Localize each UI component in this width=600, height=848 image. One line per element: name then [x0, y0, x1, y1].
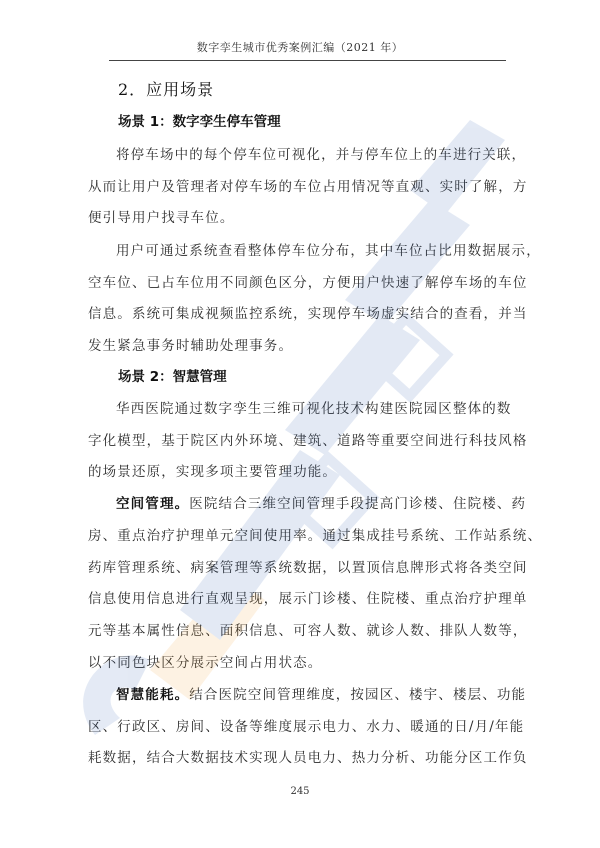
- paragraph-line: 信息。系统可集成视频监控系统，实现停车场虚实结合的查看，并当: [88, 306, 528, 322]
- paragraph-line: 便引导用户找寻车位。: [88, 210, 235, 226]
- paragraph-line: 药库管理系统、病案管理等系统数据，以置顶信息牌形式将各类空间: [88, 560, 528, 576]
- scene1-title: 场景 1：数字孪生停车管理: [118, 114, 281, 130]
- paragraph-line: 信息使用信息进行直观呈现，展示门诊楼、住院楼、重点治疗护理单: [88, 591, 528, 607]
- watermark-blue-glyph: [369, 318, 447, 396]
- paragraph-text: 医院结合三维空间管理手段提高门诊楼、住院楼、药: [189, 496, 527, 512]
- paragraph-line: 区、行政区、房间、设备等维度展示电力、水力、暖通的日/月/年能: [88, 719, 525, 735]
- smart-energy-line: [116, 683, 526, 703]
- paragraph-line: 从而让用户及管理者对停车场的车位占用情况等直观、实时了解，方: [88, 179, 528, 195]
- smart-energy-lead: 智慧能耗。: [116, 687, 190, 703]
- header-divider: [109, 60, 506, 61]
- paragraph-line: 的场景还原，实现多项主要管理功能。: [88, 464, 338, 480]
- watermark-blue-glyph: [410, 120, 505, 215]
- paragraph-line: 耗数据，结合大数据技术实现人员电力、热力分析、功能分区工作负: [88, 750, 528, 766]
- scene2-title: 场景 2：智慧管理: [118, 369, 227, 385]
- section-heading: 2．应用场景: [118, 80, 215, 99]
- paragraph-line: 房、重点治疗护理单元空间使用率。通过集成挂号系统、工作站系统、: [88, 528, 543, 544]
- paragraph-line: 用户可通过系统查看整体停车位分布，其中车位占比用数据展示，: [116, 243, 541, 259]
- space-management-lead: 空间管理。: [116, 496, 190, 512]
- page-number: 245: [290, 786, 310, 797]
- running-header: 数字孪生城市优秀案例汇编（2021 年）: [196, 41, 404, 54]
- space-management-line: [116, 492, 526, 512]
- paragraph-line: 以不同色块区分展示空间占用状态。: [88, 655, 323, 671]
- paragraph-line: 空车位、已占车位用不同颜色区分，方便用户快速了解停车场的车位: [88, 275, 528, 291]
- paragraph-line: 元等基本属性信息、面积信息、可容人数、就诊人数、排队人数等，: [88, 623, 528, 639]
- paragraph-line: 将停车场中的每个停车位可视化，并与停车位上的车进行关联，: [116, 147, 527, 163]
- paragraph-line: 发生紧急事务时辅助处理事务。: [88, 338, 294, 354]
- paragraph-line: 华西医院通过数字孪生三维可视化技术构建医院园区整体的数: [116, 401, 512, 417]
- paragraph-line: 字化模型，基于院区内外环境、建筑、道路等重要空间进行科技风格: [88, 433, 528, 449]
- paragraph-text: 结合医院空间管理维度，按园区、楼宇、楼层、功能: [189, 687, 527, 703]
